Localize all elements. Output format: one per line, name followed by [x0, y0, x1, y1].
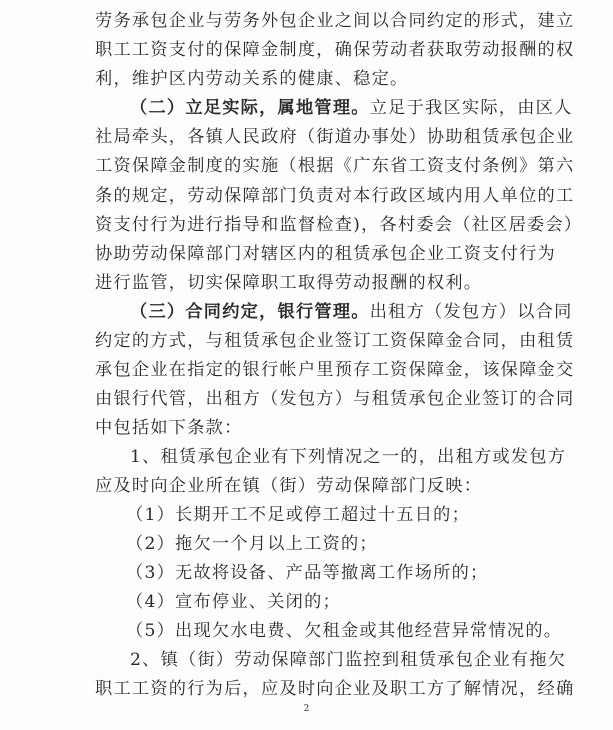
text-line: 协助劳动保障部门对辖区内的租赁承包企业工资支付行为 — [95, 244, 556, 264]
section-heading: （二）立足实际，属地管理。 — [130, 98, 370, 118]
text-line: 利，维护区内劳动关系的健康、稳定。 — [95, 69, 409, 89]
list-item: （4）宣布停业、关闭的； — [126, 592, 341, 612]
list-item: （2）拖欠一个月以上工资的； — [126, 534, 378, 554]
section-heading: （三）合同约定，银行管理。 — [130, 302, 370, 322]
text-line: 中包括如下条款： — [95, 418, 243, 438]
text-line: 条的规定，劳动保障部门负责对本行政区域内用人单位的工 — [95, 186, 575, 206]
text-line: 承包企业在指定的银行帐户里预存工资保障金，该保障金交 — [95, 360, 575, 380]
text-line: 职工工资支付的保障金制度，确保劳动者获取劳动报酬的权 — [95, 40, 575, 60]
list-item: （1）长期开工不足或停工超过十五日的； — [126, 505, 471, 525]
text-line: 进行监管，切实保障职工取得劳动报酬的权利。 — [95, 273, 483, 293]
text-line: 应及时向企业所在镇（街）劳动保障部门反映： — [95, 476, 483, 496]
list-item: （5）出现欠水电费、欠租金或其他经营异常情况的。 — [126, 621, 563, 641]
text-line: 社局牵头，各镇人民政府（街道办事处）协助租赁承包企业 — [95, 127, 575, 147]
clause-line: 1、租赁承包企业有下列情况之一的，出租方或发包方 — [130, 447, 567, 467]
page-number: 2 — [303, 704, 310, 714]
text-line: 工资保障金制度的实施（根据《广东省工资支付条例》第六 — [95, 156, 575, 176]
text-line: 劳务承包企业与劳务外包企业之间以合同约定的形式，建立 — [95, 11, 575, 31]
section-heading-line: （三）合同约定，银行管理。出租方（发包方）以合同 — [130, 302, 573, 322]
text-line: 职工工资的行为后，应及时向企业及职工方了解情况，经确 — [95, 679, 575, 699]
text-line: 约定的方式，与租赁承包企业签订工资保障金合同，由租赁 — [95, 331, 575, 351]
clause-line: 2、镇（街）劳动保障部门监控到租赁承包企业有拖欠 — [130, 650, 567, 670]
text-line: 由银行代管，出租方（发包方）与租赁承包企业签订的合同 — [95, 389, 575, 409]
text-line: 资支付行为进行指导和监督检查)，各村委会（社区居委会） — [95, 215, 583, 235]
list-item: （3）无故将设备、产品等撤离工作场所的； — [126, 563, 489, 583]
section-heading-line: （二）立足实际，属地管理。立足于我区实际，由区人 — [130, 98, 573, 118]
